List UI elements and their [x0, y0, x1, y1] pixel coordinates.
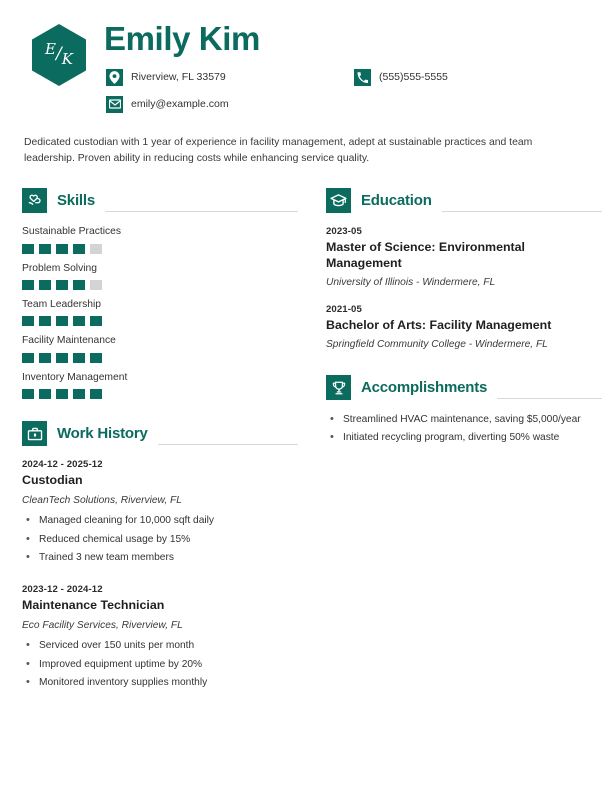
education-section	[326, 188, 602, 351]
monogram-container	[22, 22, 96, 86]
education-entry	[326, 304, 602, 352]
education-rule	[442, 211, 602, 212]
monogram-last-initial: K	[61, 50, 73, 68]
monogram-hexagon	[32, 24, 86, 86]
skill-rating-bar	[22, 389, 298, 399]
envelope-icon	[106, 96, 123, 113]
skill-pip	[56, 353, 68, 363]
skill-pip	[90, 389, 102, 399]
skill-pip	[39, 316, 51, 326]
header-main	[96, 22, 590, 113]
skills-rule	[105, 211, 298, 212]
right-column	[312, 188, 602, 452]
skill-pip	[90, 353, 102, 363]
work-history-title: Work History	[57, 425, 148, 443]
briefcase-icon	[22, 421, 47, 446]
skill-pip	[22, 280, 34, 290]
accomplishments-rule	[497, 398, 602, 399]
location-pin-icon	[106, 69, 123, 86]
bullet-item: • Initiated recycling program, diverting 50% waste	[326, 431, 602, 446]
education-entry-degree: Master of Science: Environmental Management	[326, 240, 525, 270]
candidate-name: Emily Kim	[104, 20, 260, 57]
skill-label: Sustainable Practices	[22, 226, 122, 238]
bullet-item: • Reduced chemical usage by 15%	[22, 533, 298, 548]
skill-pip	[90, 316, 102, 326]
work-history-heading	[22, 421, 298, 446]
bullet-item: • Trained 3 new team members	[22, 551, 298, 566]
contact-location-text: Riverview, FL 33579	[131, 70, 226, 83]
skills-heading	[22, 188, 298, 213]
education-heading	[326, 188, 602, 213]
skill-item	[22, 335, 298, 362]
skill-pip	[90, 244, 102, 254]
skill-pip	[56, 280, 68, 290]
skill-pip	[73, 316, 85, 326]
skill-item	[22, 372, 298, 399]
skill-pip	[73, 280, 85, 290]
skill-pip	[39, 280, 51, 290]
work-entry-employer: Eco Facility Services, Riverview, FL	[22, 619, 183, 631]
monogram-separator: /	[56, 44, 62, 64]
skill-pip	[22, 353, 34, 363]
skills-list	[22, 226, 298, 399]
phone-icon	[354, 69, 371, 86]
skill-label: Facility Maintenance	[22, 335, 116, 347]
skill-pip	[73, 353, 85, 363]
education-entry-date: 2023-05	[326, 226, 362, 238]
bullet-item: • Streamlined HVAC maintenance, saving $5,000/year	[326, 413, 602, 428]
skill-pip	[22, 389, 34, 399]
bullet-item: • Monitored inventory supplies monthly	[22, 676, 298, 691]
skill-pip	[73, 389, 85, 399]
work-history-section	[22, 421, 298, 691]
contact-details	[104, 69, 590, 113]
skill-rating-bar	[22, 244, 298, 254]
education-entry-school: University of Illinois - Windermere, FL	[326, 277, 496, 289]
work-entry-date: 2024-12 - 2025-12	[22, 459, 103, 471]
work-entry	[22, 459, 298, 566]
graduation-cap-icon	[326, 188, 351, 213]
left-column	[22, 188, 312, 706]
bullet-item: • Managed cleaning for 10,000 sqft daily	[22, 514, 298, 529]
skill-pip	[73, 244, 85, 254]
contact-email-text: emily@example.com	[131, 97, 229, 110]
skill-item	[22, 299, 298, 326]
contact-email	[106, 96, 354, 113]
skill-rating-bar	[22, 316, 298, 326]
education-entry	[326, 226, 602, 289]
skill-pip	[39, 353, 51, 363]
skill-pip	[90, 280, 102, 290]
resume-header	[22, 18, 590, 113]
work-entry-employer: CleanTech Solutions, Riverview, FL	[22, 494, 182, 506]
work-entry-title: Custodian	[22, 473, 83, 488]
trophy-icon	[326, 375, 351, 400]
education-entry-degree: Bachelor of Arts: Facility Management	[326, 317, 552, 332]
bullet-item: • Serviced over 150 units per month	[22, 639, 298, 654]
skill-pip	[39, 389, 51, 399]
work-entry-bullets	[22, 639, 298, 691]
work-entry	[22, 584, 298, 691]
bullet-item: • Improved equipment uptime by 20%	[22, 658, 298, 673]
skill-pip	[22, 244, 34, 254]
skill-pip	[22, 316, 34, 326]
work-entry-title: Maintenance Technician	[22, 598, 165, 613]
skill-rating-bar	[22, 353, 298, 363]
work-entry-bullets	[22, 514, 298, 566]
skill-pip	[56, 244, 68, 254]
professional-summary: Dedicated custodian with 1 year of experience in facility management, adept at sustainable practices and team leadership. Proven ability in reducing costs while enhancing service quality.	[24, 136, 533, 165]
skills-title: Skills	[57, 192, 95, 210]
accomplishments-list	[326, 413, 602, 446]
skill-item	[22, 263, 298, 290]
contact-phone	[354, 69, 590, 86]
education-entry-school: Springfield Community College - Windermere, FL	[326, 339, 548, 351]
skill-label: Problem Solving	[22, 262, 97, 274]
skill-pip	[39, 244, 51, 254]
skill-label: Team Leadership	[22, 299, 101, 311]
monogram-first-initial: E	[45, 40, 56, 58]
education-entry-date: 2021-05	[326, 303, 362, 315]
skill-label: Inventory Management	[22, 371, 128, 383]
education-title: Education	[361, 192, 432, 210]
hand-heart-icon	[22, 188, 47, 213]
accomplishments-heading	[326, 375, 602, 400]
monogram-initials	[32, 24, 86, 86]
accomplishments-title: Accomplishments	[361, 379, 488, 397]
skill-pip	[56, 389, 68, 399]
accomplishments-section	[326, 375, 602, 446]
work-entry-date: 2023-12 - 2024-12	[22, 584, 103, 596]
skill-rating-bar	[22, 280, 298, 290]
skill-pip	[56, 316, 68, 326]
contact-location	[106, 69, 354, 86]
skill-item	[22, 226, 298, 253]
skills-section	[22, 188, 298, 399]
contact-phone-text: (555)555-5555	[379, 70, 448, 83]
content-columns	[22, 188, 590, 706]
work-history-rule	[158, 444, 298, 445]
